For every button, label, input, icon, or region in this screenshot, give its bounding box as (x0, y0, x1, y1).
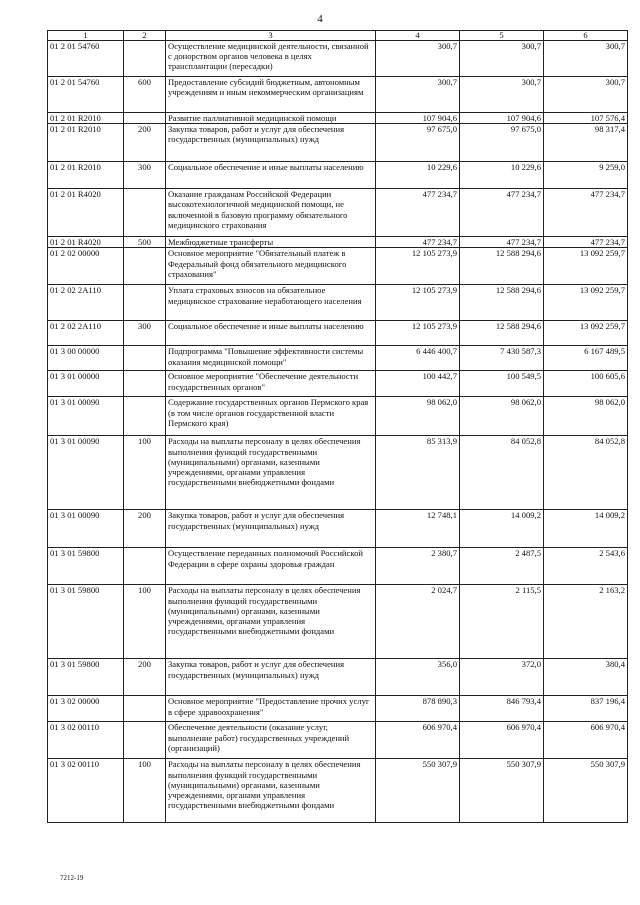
table-row (48, 585, 628, 659)
row-expense-type (124, 113, 166, 124)
row-value-col4: 12 105 273,9 (376, 285, 460, 321)
row-expense-type (124, 189, 166, 237)
row-value-col6: 13 092 259,7 (544, 285, 628, 321)
table-row (48, 162, 628, 189)
row-value-col5: 477 234,7 (460, 189, 544, 237)
row-value-col5: 10 229,6 (460, 162, 544, 189)
row-expense-type: 300 (124, 162, 166, 189)
row-value-col4: 550 307,9 (376, 759, 460, 823)
row-value-col5: 97 675,0 (460, 124, 544, 162)
row-name: Основное мероприятие "Предоставление прочих услуг в сфере здравоохранения" (166, 696, 376, 722)
row-code: 01 2 01 R4020 (48, 189, 124, 237)
table-row (48, 397, 628, 436)
row-value-col4: 477 234,7 (376, 189, 460, 237)
table-row (48, 285, 628, 321)
row-value-col5: 477 234,7 (460, 237, 544, 248)
row-value-col5: 7 430 587,3 (460, 346, 544, 371)
row-value-col5: 12 588 294,6 (460, 248, 544, 285)
row-value-col5: 550 307,9 (460, 759, 544, 823)
row-expense-type (124, 285, 166, 321)
row-value-col6: 380,4 (544, 659, 628, 696)
row-value-col6: 550 307,9 (544, 759, 628, 823)
table-header-row (48, 31, 628, 41)
row-value-col5: 12 588 294,6 (460, 321, 544, 346)
row-name: Закупка товаров, работ и услуг для обеспечения государственных (муниципальных) нужд (166, 124, 376, 162)
row-code: 01 3 01 00090 (48, 397, 124, 436)
row-name: Расходы на выплаты персоналу в целях обеспечения выполнения функций государственными (муниципальными) органами, казенными учреждениями, органами управления государственными внебюджетными фондами (166, 585, 376, 659)
row-value-col4: 6 446 400,7 (376, 346, 460, 371)
table-row (48, 436, 628, 510)
table-row (48, 759, 628, 823)
budget-table (47, 30, 628, 823)
row-value-col5: 300,7 (460, 77, 544, 113)
row-value-col6: 2 163,2 (544, 585, 628, 659)
row-value-col4: 878 890,3 (376, 696, 460, 722)
row-value-col4: 98 062,0 (376, 397, 460, 436)
row-value-col4: 100 442,7 (376, 371, 460, 397)
row-name: Основное мероприятие "Обязательный платеж в Федеральный фонд обязательного медицинского страхования" (166, 248, 376, 285)
row-code: 01 3 01 59800 (48, 548, 124, 585)
row-code: 01 3 02 00000 (48, 696, 124, 722)
row-code: 01 3 01 00090 (48, 510, 124, 548)
row-value-col6: 2 543,6 (544, 548, 628, 585)
row-name: Осуществление переданных полномочий Российской Федерации в сфере охраны здоровья граждан (166, 548, 376, 585)
row-value-col5: 846 793,4 (460, 696, 544, 722)
row-value-col6: 300,7 (544, 41, 628, 77)
row-code: 01 3 01 59800 (48, 659, 124, 696)
row-code: 01 2 01 R4020 (48, 237, 124, 248)
row-name: Развитие паллиативной медицинской помощи (166, 113, 376, 124)
row-expense-type: 200 (124, 659, 166, 696)
row-value-col4: 356,0 (376, 659, 460, 696)
table-row (48, 77, 628, 113)
row-value-col5: 606 970,4 (460, 722, 544, 759)
page-number: 4 (317, 13, 323, 25)
row-code: 01 2 02 00000 (48, 248, 124, 285)
row-expense-type: 100 (124, 759, 166, 823)
row-name: Расходы на выплаты персоналу в целях обеспечения выполнения функций государственными (муниципальными) органами, казенными учреждениями, органами управления государственными внебюджетными фондами (166, 759, 376, 823)
row-code: 01 2 01 54760 (48, 77, 124, 113)
row-value-col6: 13 092 259,7 (544, 248, 628, 285)
table-row (48, 371, 628, 397)
row-value-col4: 12 105 273,9 (376, 248, 460, 285)
row-value-col5: 98 062,0 (460, 397, 544, 436)
row-expense-type: 100 (124, 585, 166, 659)
row-value-col4: 107 904,6 (376, 113, 460, 124)
row-code: 01 2 01 R2010 (48, 113, 124, 124)
row-value-col5: 300,7 (460, 41, 544, 77)
row-name: Содержание государственных органов Пермского края (в том числе органов государственной власти Пермского края) (166, 397, 376, 436)
row-name: Социальное обеспечение и иные выплаты населению (166, 321, 376, 346)
row-name: Основное мероприятие "Обеспечение деятельности государственных органов" (166, 371, 376, 397)
row-value-col6: 98 062,0 (544, 397, 628, 436)
row-code: 01 3 02 00110 (48, 759, 124, 823)
row-name: Предоставление субсидий бюджетным, автономным учреждениям и иным некоммерческим организациям (166, 77, 376, 113)
column-header: 2 (124, 31, 166, 41)
row-value-col6: 477 234,7 (544, 189, 628, 237)
table-row (48, 41, 628, 77)
row-value-col4: 606 970,4 (376, 722, 460, 759)
row-name: Межбюджетные трансферты (166, 237, 376, 248)
document-footer-code: 7212-19 (60, 874, 84, 882)
table-row (48, 321, 628, 346)
row-value-col4: 12 105 273,9 (376, 321, 460, 346)
row-value-col5: 372,0 (460, 659, 544, 696)
row-name: Закупка товаров, работ и услуг для обеспечения государственных (муниципальных) нужд (166, 659, 376, 696)
row-code: 01 3 01 00090 (48, 436, 124, 510)
row-code: 01 3 01 00000 (48, 371, 124, 397)
row-value-col5: 12 588 294,6 (460, 285, 544, 321)
row-value-col4: 300,7 (376, 77, 460, 113)
row-expense-type (124, 397, 166, 436)
row-value-col6: 107 576,4 (544, 113, 628, 124)
row-expense-type: 200 (124, 124, 166, 162)
table-row (48, 548, 628, 585)
column-header: 6 (544, 31, 628, 41)
row-name: Уплата страховых взносов на обязательное медицинское страхование неработающего населения (166, 285, 376, 321)
row-value-col6: 300,7 (544, 77, 628, 113)
row-value-col4: 85 313,9 (376, 436, 460, 510)
row-value-col6: 98 317,4 (544, 124, 628, 162)
row-expense-type (124, 346, 166, 371)
row-value-col4: 97 675,0 (376, 124, 460, 162)
row-name: Оказание гражданам Российской Федерации высокотехнологичной медицинской помощи, не включенной в базовую программу обязательного медицинского страхования (166, 189, 376, 237)
row-expense-type (124, 722, 166, 759)
row-value-col4: 300,7 (376, 41, 460, 77)
row-name: Расходы на выплаты персоналу в целях обеспечения выполнения функций государственными (муниципальными) органами, казенными учреждениями, органами управления государственными внебюджетными фондами (166, 436, 376, 510)
row-value-col5: 2 115,5 (460, 585, 544, 659)
row-value-col6: 13 092 259,7 (544, 321, 628, 346)
row-name: Закупка товаров, работ и услуг для обеспечения государственных (муниципальных) нужд (166, 510, 376, 548)
row-expense-type: 500 (124, 237, 166, 248)
table-row (48, 510, 628, 548)
table-row (48, 124, 628, 162)
column-header: 5 (460, 31, 544, 41)
row-value-col4: 2 380,7 (376, 548, 460, 585)
row-value-col6: 477 234,7 (544, 237, 628, 248)
row-value-col5: 14 009,2 (460, 510, 544, 548)
row-value-col5: 100 549,5 (460, 371, 544, 397)
row-code: 01 2 01 54760 (48, 41, 124, 77)
row-value-col6: 100 605,6 (544, 371, 628, 397)
column-header: 1 (48, 31, 124, 41)
row-value-col6: 84 052,8 (544, 436, 628, 510)
row-expense-type: 100 (124, 436, 166, 510)
row-value-col6: 837 196,4 (544, 696, 628, 722)
table-row (48, 248, 628, 285)
row-code: 01 2 01 R2010 (48, 124, 124, 162)
row-value-col5: 2 487,5 (460, 548, 544, 585)
row-code: 01 2 01 R2010 (48, 162, 124, 189)
row-name: Обеспечение деятельности (оказание услуг, выполнение работ) государственных учреждений (организаций) (166, 722, 376, 759)
row-value-col4: 12 748,1 (376, 510, 460, 548)
table-row (48, 346, 628, 371)
table-row (48, 722, 628, 759)
row-value-col4: 477 234,7 (376, 237, 460, 248)
row-value-col5: 107 904,6 (460, 113, 544, 124)
row-code: 01 2 02 2A110 (48, 285, 124, 321)
table-row (48, 113, 628, 124)
row-expense-type (124, 41, 166, 77)
column-header: 4 (376, 31, 460, 41)
row-value-col4: 10 229,6 (376, 162, 460, 189)
row-value-col6: 14 009,2 (544, 510, 628, 548)
row-expense-type (124, 696, 166, 722)
row-value-col4: 2 024,7 (376, 585, 460, 659)
row-value-col6: 9 259,0 (544, 162, 628, 189)
row-name: Осуществление медицинской деятельности, связанной с донорством органов человека в целях трансплантации (пересадки) (166, 41, 376, 77)
row-value-col5: 84 052,8 (460, 436, 544, 510)
row-value-col6: 606 970,4 (544, 722, 628, 759)
row-name: Социальное обеспечение и иные выплаты населению (166, 162, 376, 189)
row-code: 01 2 02 2A110 (48, 321, 124, 346)
table-row (48, 696, 628, 722)
row-code: 01 3 01 59800 (48, 585, 124, 659)
table-row (48, 237, 628, 248)
row-code: 01 3 00 00000 (48, 346, 124, 371)
row-expense-type (124, 548, 166, 585)
row-expense-type (124, 371, 166, 397)
row-expense-type (124, 248, 166, 285)
row-name: Подпрограмма "Повышение эффективности системы оказания медицинской помощи" (166, 346, 376, 371)
row-expense-type: 300 (124, 321, 166, 346)
table-row (48, 659, 628, 696)
column-header: 3 (166, 31, 376, 41)
table-row (48, 189, 628, 237)
row-code: 01 3 02 00110 (48, 722, 124, 759)
row-expense-type: 200 (124, 510, 166, 548)
row-value-col6: 6 167 489,5 (544, 346, 628, 371)
row-expense-type: 600 (124, 77, 166, 113)
